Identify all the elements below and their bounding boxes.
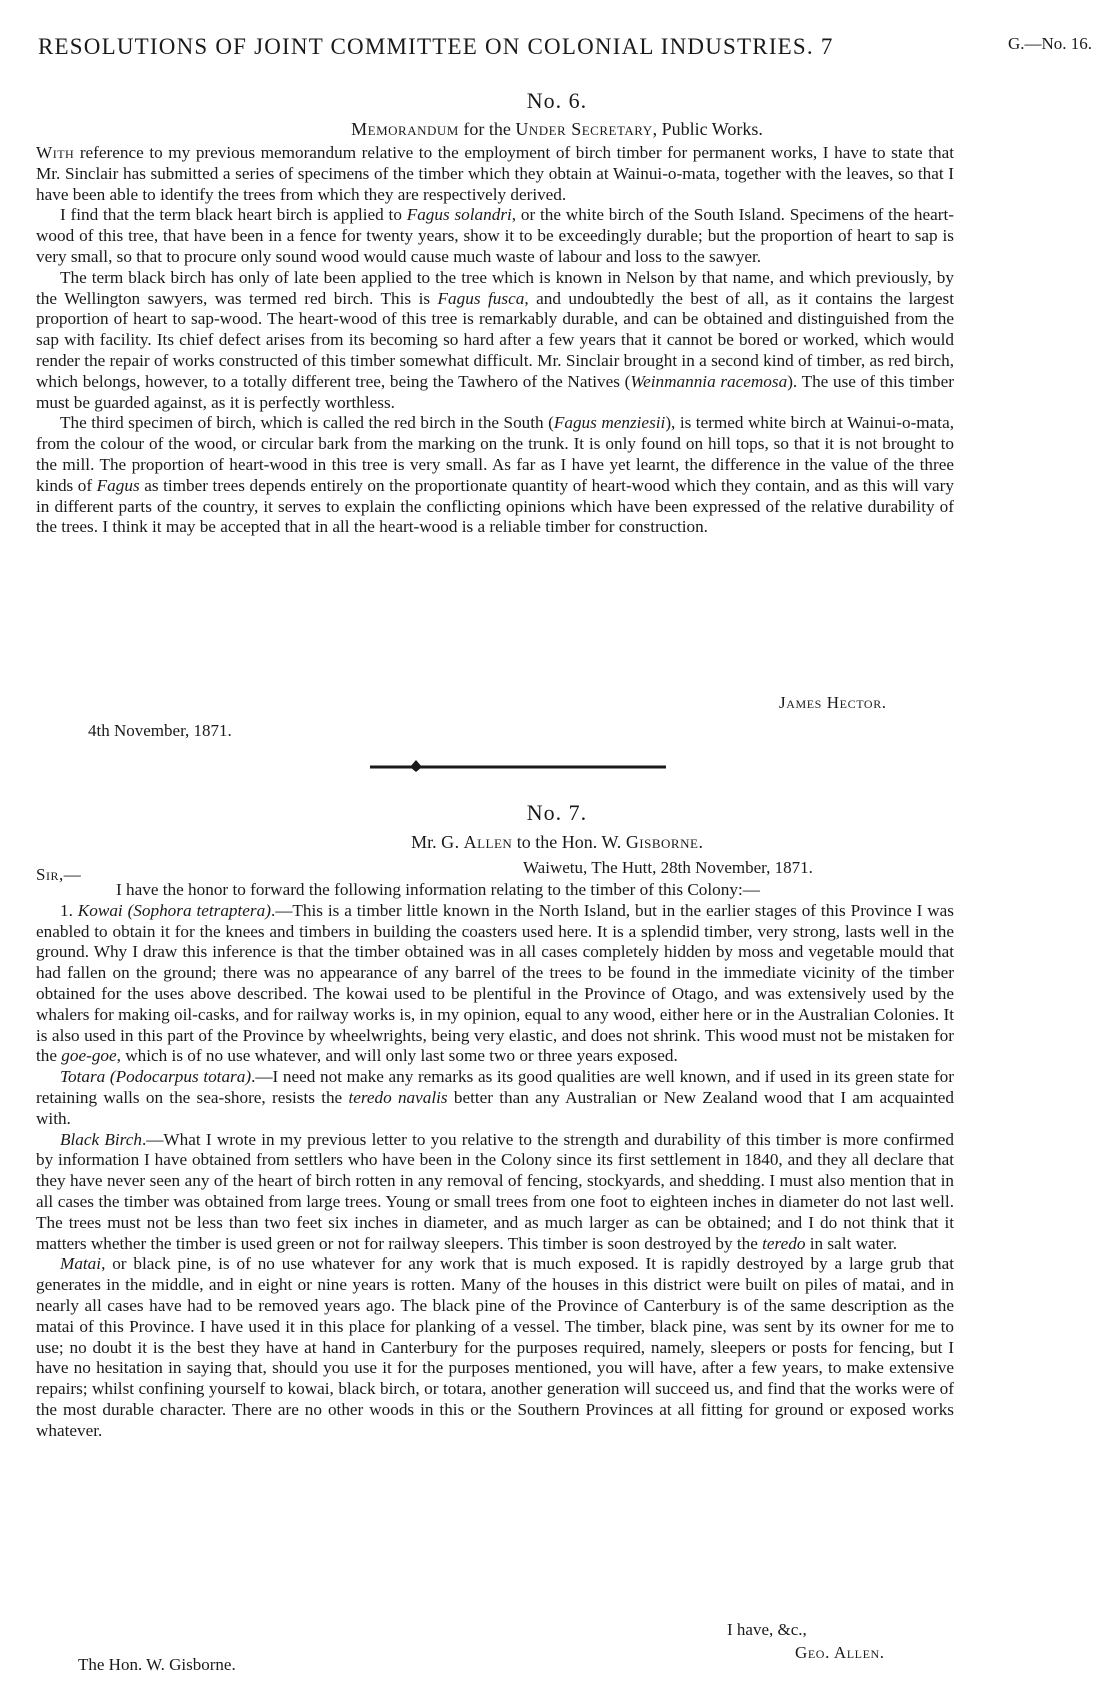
section-divider [370,759,666,773]
memo-heading-office: Under Secretary [515,119,653,139]
memo-paragraph-1-lead: With [36,143,75,162]
letter-paragraph-kowai-goegoe: goe-goe [61,1046,117,1066]
letter-paragraph-black-birch-title: Black Birch [60,1129,142,1149]
letter-paragraph-black-birch-text-a: .—What I wrote in my previous letter to you relative to the strength and durability of this timber is more confirmed by information I have obtained from settlers who have been in the Colony since its first settlement in 1840, and they all declare that they have never seen any of the heart of birch rotten in any removal of fencing, stockyards, and shedding. I must also mention that in all cases the timber was obtained from large trees. Young or small trees from one foot to eighteen inches in diameter do not last well. The trees must not be less than two feet six inches in diameter, and as much larger as can be obtained; and I do not think that it matters whether the timber is used green or not for railway sleepers. This timber is soon destroyed by the [36,1129,954,1253]
letter-paragraph-totara-teredo: teredo navalis [348,1087,448,1107]
letter-paragraph-totara-text-b: better than any Australian or New Zealand wood that I am acquainted with. [36,1087,954,1128]
memo-paragraph-4-text-b: ), is termed white birch at Wainui-o-mata, from the colour of the wood, or circular bark from the marking on the trunk. It is only found on hill tops, so that it is not brought to the mill. The proportion of heart-wood in this tree is very small. As far as I have yet learnt, the difference in the value of the three kinds of [36,413,955,495]
memo-heading [0,119,1114,140]
letter-paragraph-kowai-number: 1. [60,900,78,920]
letter-signature: Geo. Allen. [795,1643,885,1662]
letter-paragraph-matai [36,1254,954,1441]
memo-paragraph-3-text-a: The term black birch has only of late been applied to the tree which is known in Nelson by that name, and which previously, by the Wellington sawyers, was termed red birch. This is [36,267,954,308]
letter-number: No. 7. [526,800,588,825]
letter-paragraph-totara [36,1067,954,1129]
memo-heading-mid: for the [458,119,516,139]
memo-paragraph-1 [36,143,954,205]
letter-salutation: Sir,— [36,865,82,884]
letter-closing: I have, &c., [727,1620,807,1639]
memo-paragraph-2-text-a: I find that the term black heart birch is applied to [60,205,407,225]
letter-heading-sender: G. Allen [441,832,513,852]
memo-paragraph-3-species-1: Fagus fusca [437,288,525,308]
letter-paragraph-totara-title: Totara (Podocarpus totara) [60,1067,252,1087]
letter-paragraph-matai-title: Matai [60,1254,102,1274]
memo-paragraph-4-species-1: Fagus menziesii [553,413,666,433]
memo-body [36,143,954,538]
memo-paragraph-3-species-2: Weinmannia racemosa [630,371,788,391]
memo-paragraph-4-text-a: The third specimen of birch, which is called the red birch in the South ( [60,413,554,433]
memo-heading-prefix: Memorandum [351,119,459,139]
memo-paragraph-3 [36,268,954,414]
letter-paragraph-kowai-title: Kowai (Sophora tetraptera) [77,900,271,920]
memo-paragraph-1-text: reference to my previous memorandum relative to the employment of birch timber for permanent works, I have to state that Mr. Sinclair has submitted a series of specimens of the timber which they obtain at Wainui-o-mata, together with the leaves, so that I have been able to identify the trees from which they are respectively derived. [36,143,954,204]
letter-paragraph-kowai-text-a: .—This is a timber little known in the North Island, but in the earlier stages of this Province I was enabled to obtain it for the knees and timbers in building the coasters used here. It is a splendid timber, very strong, lasts well in the ground. Why I draw this inference is that the timber obtained was in all cases completely hidden by moss and vegetable mould that had fallen on the ground; there was no appearance of any barrel of the trees to be found in the immediate vicinity of the timber obtained for the uses above described. The kowai used to be plentiful in the Province of Otago, and was extensively used by the whalers for making oil-casks, and for railway works is, in my opinion, equal to any wood, either here or in the Australian Colonies. It is also used in this part of the Province by wheelwrights, being very elastic, and does not shrink. This wood must not be mistaken for the [36,900,954,1066]
letter-paragraph-totara-text-a: .—I need not make any remarks as its good qualities are well known, and if used in its green state for retaining walls on the sea-shore, resists the [36,1067,954,1107]
memo-number: No. 6. [526,88,588,113]
letter-paragraph-kowai [36,901,954,1067]
page-header-title: RESOLUTIONS OF JOINT COMMITTEE ON COLONIAL INDUSTRIES. 7 [38,34,834,59]
memo-paragraph-4-genus: Fagus [96,475,140,495]
memo-paragraph-3-text-c: ). The use of this timber must be guarded against, as it is perfectly worthless. [36,371,955,412]
letter-heading-text-c: . [698,832,703,852]
memo-heading-suffix: , Public Works. [652,119,763,139]
letter-paragraph-black-birch [36,1130,954,1255]
letter-paragraph-matai-text: , or black pine, is of no use whatever for any work that is much exposed. It is rapidly destroyed by a large grub that generates in the middle, and in eight or nine years is rotten. Many of the houses in this district were built on piles of matai, and in nearly all cases have had to be removed years ago. The black pine of the Province of Canterbury is of the same description as the matai of this Province. I have used it in this place for planking of a vessel. The timber, black pine, was sent by its owner for me to use; no doubt it is the best they have at hand in Canterbury for the purposes required, namely, sleepers or posts for fencing, but I have no hesitation in saying that, should you use it for the purposes mentioned, you will have, after a few years, to make extensive repairs; whilst confining yourself to kowai, black birch, or totara, another generation will succeed us, and find that the works were of the most durable character. There are no other woods in this or the Southern Provinces at all fitting for ground or exposed works whatever. [36,1254,954,1440]
memo-date: 4th November, 1871. [88,721,232,740]
letter-paragraph-kowai-text-b: , which is of no use whatever, and will only last some two or three years exposed. [116,1046,678,1066]
memo-paragraph-3-text-b: , and undoubtedly the best of all, as it contains the largest proportion of heart to sap-wood. The heart-wood of this tree is remarkably durable, and can be obtained and distinguished from the sap with facility. Its chief defect arises from its becoming so hard after a few years that it cannot be bored or worked, which would render the repair of works constructed of this timber somewhat difficult. Mr. Sinclair brought in a second kind of timber, as red birch, which belongs, however, to a totally different tree, being the Tawhero of the Natives ( [36,288,955,391]
letter-paragraph-black-birch-text-b: in salt water. [805,1233,898,1253]
letter-address: Waiwetu, The Hutt, 28th November, 1871. [523,858,813,877]
letter-heading-recipient: Gisborne [625,832,699,852]
memo-signature: James Hector. [779,693,887,712]
memo-paragraph-2 [36,205,954,267]
letter-heading [0,832,1114,853]
letter-paragraph-black-birch-teredo: teredo [762,1233,806,1253]
letter-heading-text-b: to the Hon. W. [512,832,626,852]
memo-paragraph-4 [36,413,954,538]
memo-paragraph-2-text-b: , or the white birch of the South Island. Specimens of the heart-wood of this tree, that have been in a fence for twenty years, show it to be exceedingly durable; but the proportion of heart to sap is very small, so that to procure only sound wood would cause much waste of labour and loss to the sawyer. [36,205,955,266]
letter-paragraph-1: I have the honor to forward the following information relating to the timber of this Colony:— [116,880,760,899]
memo-paragraph-4-text-c: as timber trees depends entirely on the proportionate quantity of heart-wood which they contain, and as this will vary in different parts of the country, it serves to explain the conflicting opinions which have been expressed of the relative durability of the trees. I think it may be accepted that in all the heart-wood is a reliable timber for construction. [36,475,955,537]
letter-body [36,880,954,1442]
divider-ornament [410,760,422,772]
page-header-reference: G.—No. 16. [1008,34,1093,53]
memo-paragraph-2-species: Fagus solandri [406,205,512,225]
letter-heading-text-a: Mr. [411,832,442,852]
letter-recipient: The Hon. W. Gisborne. [78,1655,236,1674]
